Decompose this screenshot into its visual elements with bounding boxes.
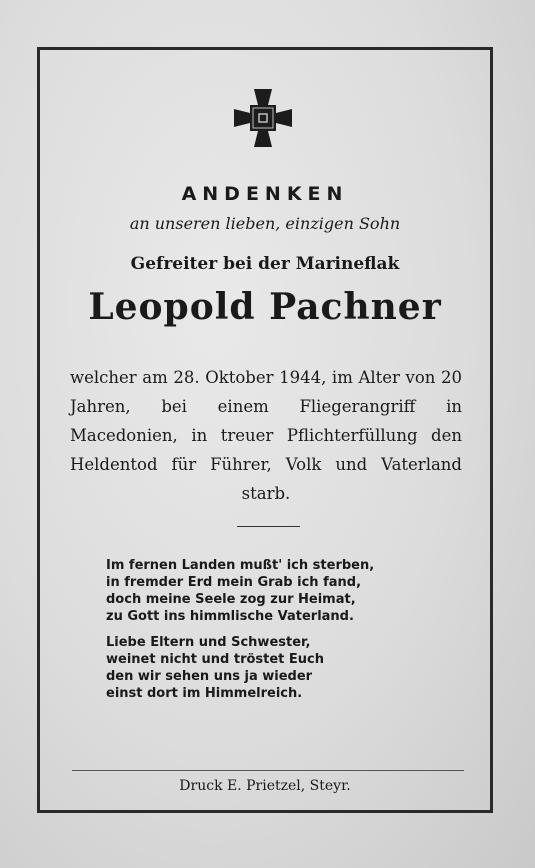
poem-line: Liebe Eltern und Schwester, [106, 635, 311, 650]
dedication-line: an unseren lieben, einzigen Sohn [129, 214, 401, 233]
death-notice-text: welcher am 28. Oktober 1944, im Alter von 20 Jahren, bei einem Fliegerangriff in Macedonien, in treuer Pflichterfüllung den Heldentod für Führer, Volk und Vaterland starb. [70, 368, 462, 503]
poem-line: weinet nicht und tröstet Euch [106, 652, 325, 667]
rank-title: Gefreiter bei der Marineflak [130, 254, 400, 274]
poem-line: einst dort im Himmelreich. [106, 686, 303, 701]
iron-cross-icon [232, 87, 294, 149]
card-heading: ANDENKEN [181, 183, 349, 205]
poem-line: zu Gott ins himmlische Vaterland. [106, 609, 354, 624]
footer-divider [72, 770, 464, 771]
printer-credit: Druck E. Prietzel, Steyr. [179, 778, 351, 794]
memorial-poem [106, 557, 436, 711]
poem-line: den wir sehen uns ja wieder [106, 669, 313, 684]
poem-line: doch meine Seele zog zur Heimat, [106, 592, 356, 607]
divider [237, 526, 300, 527]
poem-stanza [106, 557, 436, 625]
poem-line: Im fernen Landen mußt' ich sterben, [106, 558, 375, 573]
poem-line: in fremder Erd mein Grab ich fand, [106, 575, 362, 590]
deceased-name: Leopold Pachner [88, 286, 442, 328]
poem-stanza [106, 634, 436, 702]
